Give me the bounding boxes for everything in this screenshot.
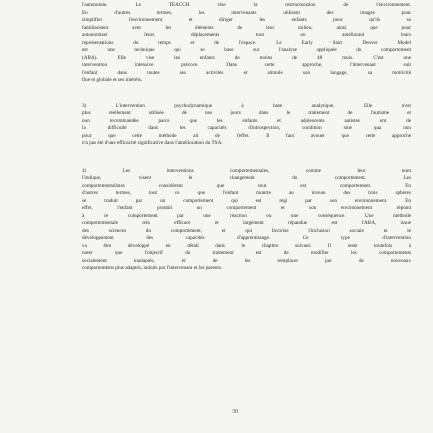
text-line: (ABA). Elle vise les enfants de moins de 48 mois. C'est une xyxy=(82,54,411,61)
text-line: fine et globale et ses intérêts. xyxy=(82,77,143,83)
text-line: l'autonomie. Le TEACCH vise la restructuration de l'environnement. xyxy=(82,2,411,8)
text-line: autonomiser leurs déplacements tout en améliorant leurs xyxy=(82,32,411,38)
text-line: l'enfant dans toutes ses activités et stimule son langage, sa motricité xyxy=(82,69,411,76)
text-line: va être développé en détail dans le chapitre suivant. Il reste toutefois à xyxy=(82,242,411,249)
text-line: intervention intensive précoce. Dans cette approche, l'intervenant suit xyxy=(82,62,411,68)
text-line: socialement inadaptés, et de les remplacer par de nouveaux xyxy=(82,257,411,264)
text-line: se traduit par un comportement qui est régi par son environnement. En xyxy=(82,197,411,204)
text-line: non recommandée parce que les enfants et adolescents autistes ont de xyxy=(82,117,411,124)
paragraph-psychodynamic xyxy=(82,103,411,148)
page-number: 30 xyxy=(232,409,238,415)
text-line: simplifier l'environnement et diriger les enfants pour qu'ils se xyxy=(82,17,411,23)
paragraph-teacch-esdm xyxy=(82,2,411,85)
paragraph-behavioral xyxy=(82,168,411,273)
text-line: d'autres termes, tout ce que l'enfant montre au niveau des trois sphères xyxy=(82,190,411,196)
text-line: 4) Les interventions comportementales, comme leur nom xyxy=(82,167,411,174)
text-line: représentations du temps et de l'espace. Le Early Start Denver Model xyxy=(82,39,411,46)
text-line: comportementale très efficace et largement répandue est l'ABA, issue xyxy=(82,220,411,226)
text-line: la difficulté dans les capacités d'introspection, condition sine qua non xyxy=(82,125,411,131)
text-line: comportementalistes considèrent que tout est comportement. En xyxy=(82,182,411,189)
text-line: développement des capacités d'apprentissage. Ce type d'intervention xyxy=(82,235,411,241)
text-line: comportements plus adaptés, induits par l'intervenant et les parents. xyxy=(82,265,223,271)
text-line: des sciences du comportement, et qui favorise l'inclusion sociale et le xyxy=(82,227,411,234)
text-line: noter que l'objectif du traitement est de modifier les comportements xyxy=(82,250,411,256)
text-line: 3) L'intervention psychodynamique à base analytique. Elle n'est xyxy=(82,102,411,109)
text-line: En d'autres termes, les intervenants utilisent des images pour xyxy=(82,9,411,16)
text-line: l'indique, visent le changement du comportement. Les xyxy=(82,175,411,181)
text-line: à ce comportement par une réaction ou une conséquence. Une méthode xyxy=(82,212,411,219)
text-line: familiarisent avec les éléments de leur milieu, ainsi que pour xyxy=(82,24,411,31)
text-line: effet, l'enfant produit un comportement et son environnement répond xyxy=(82,205,411,211)
text-line: plus réellement utilisée de nos jours dans le traitement de l'autisme et xyxy=(82,110,411,116)
text-line: n'a pas été d'une efficacité significative dans l'amélioration du TSA. xyxy=(82,140,223,146)
text-line: pour que cette méthode ait de l'effet. Il faut avouer que cette approche xyxy=(82,132,411,139)
text-line: est une technique qui se base sur l'analyse appliquée du comportement xyxy=(82,47,411,53)
